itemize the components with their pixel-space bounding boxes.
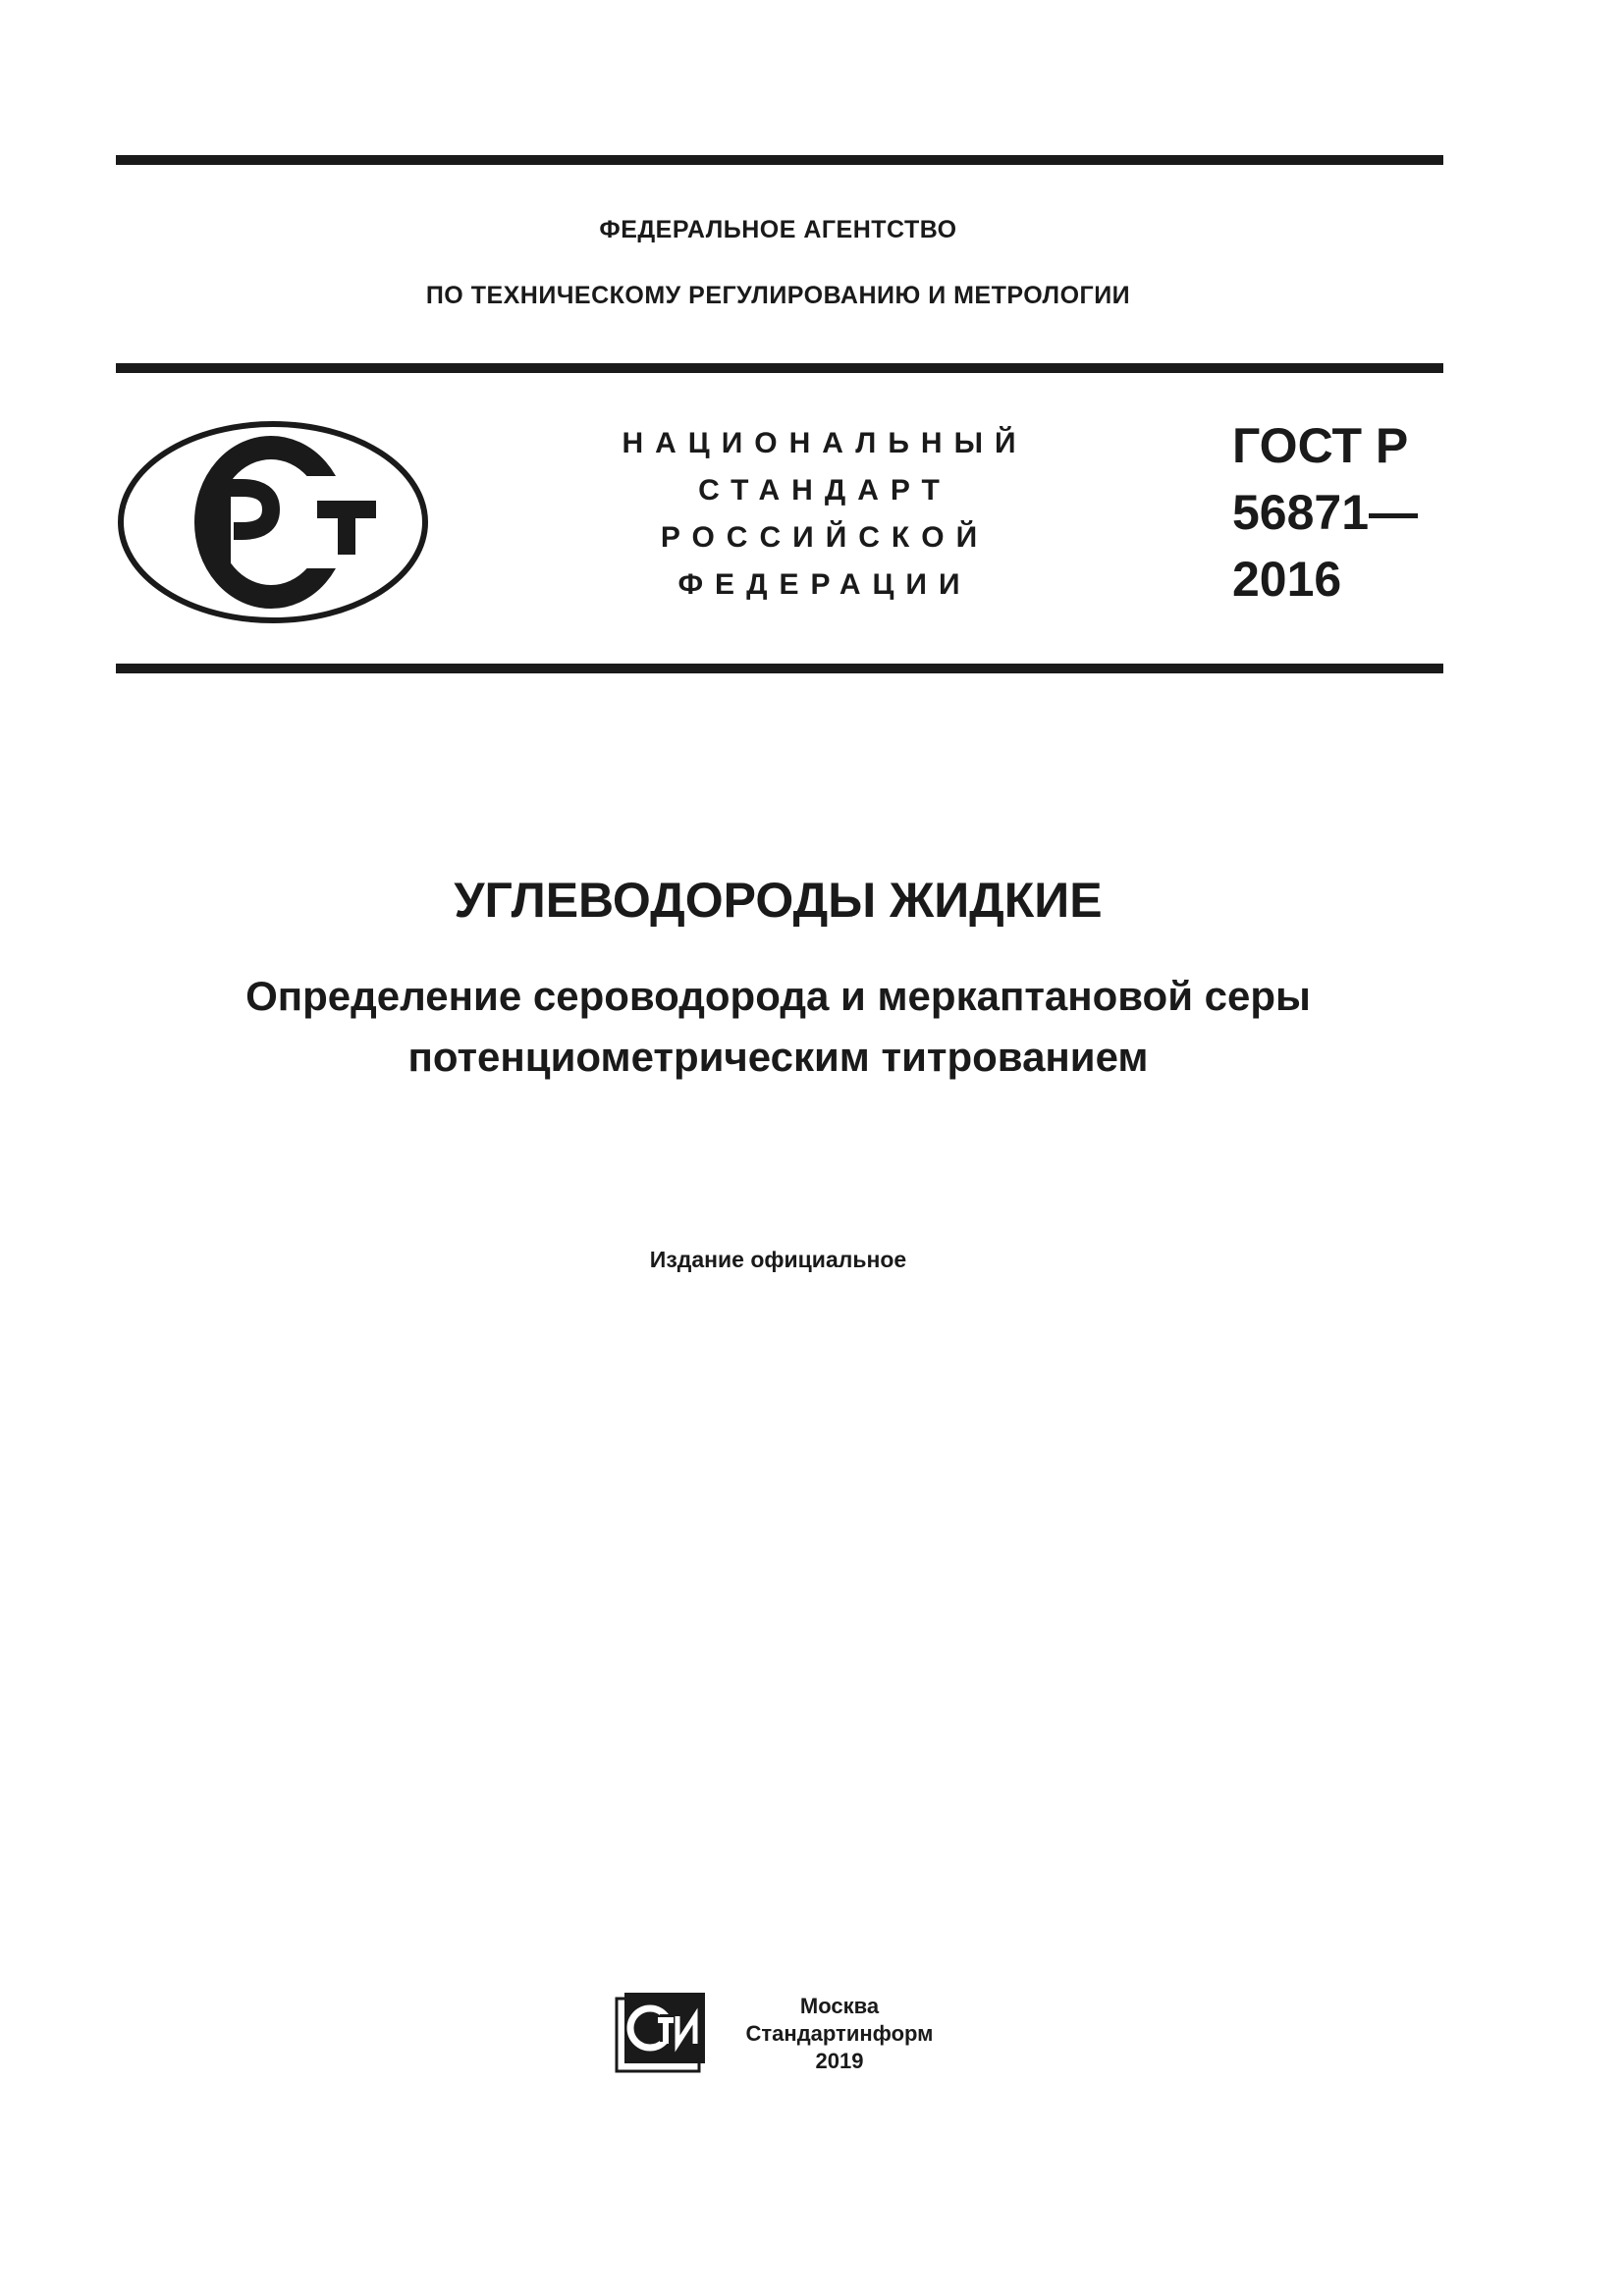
publisher-year: 2019 — [815, 2049, 864, 2073]
top-rule — [116, 155, 1443, 165]
gost-designation — [1232, 412, 1418, 613]
standard-type-line-3: РОССИЙСКОЙ — [660, 521, 990, 554]
publisher-info — [731, 1993, 947, 2075]
agency-line-1: ФЕДЕРАЛЬНОЕ АГЕНТСТВО — [599, 216, 957, 243]
gost-designation-line-3: 2016 — [1232, 552, 1342, 607]
standartinform-logo-icon — [615, 1991, 707, 2073]
publisher-city: Москва — [799, 1994, 880, 2018]
standard-type — [589, 420, 1060, 609]
gost-designation-line-1: ГОСТ Р — [1232, 418, 1409, 473]
standard-type-line-4: ФЕДЕРАЦИИ — [677, 568, 972, 601]
document-subtitle-line-2: потенциометрическим титрованием — [407, 1034, 1149, 1080]
middle-rule — [116, 363, 1443, 373]
agency-line-2: ПО ТЕХНИЧЕСКОМУ РЕГУЛИРОВАНИЮ И МЕТРОЛОГИИ — [425, 282, 1131, 309]
standard-type-line-1: НАЦИОНАЛЬНЫЙ — [622, 427, 1028, 459]
rst-logo-icon — [116, 417, 430, 628]
document-subtitle-line-1: Определение сероводорода и меркаптановой серы — [245, 973, 1311, 1019]
lower-rule — [116, 664, 1443, 673]
edition-label: Издание официальное — [649, 1247, 907, 1272]
standard-type-line-2: СТАНДАРТ — [698, 474, 951, 507]
document-title: УГЛЕВОДОРОДЫ ЖИДКИЕ — [454, 873, 1103, 928]
gost-designation-line-2: 56871— — [1232, 485, 1419, 540]
publisher-name: Стандартинформ — [745, 2021, 934, 2046]
